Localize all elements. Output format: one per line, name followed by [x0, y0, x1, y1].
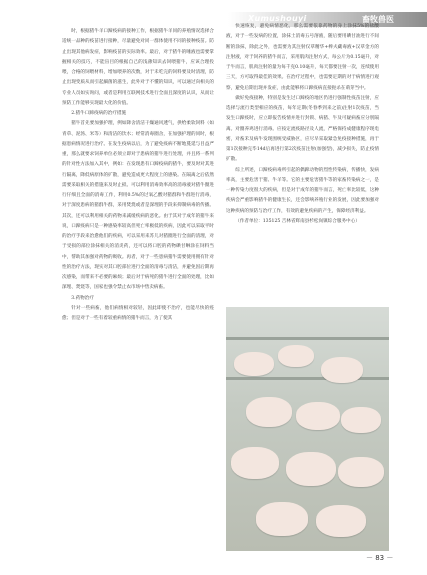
paragraph: 猪牛首先要加强护理，例如降舍清洁干燥通风透气，供给柔软饲料（如青草、泥汤、米等）和清洁的饮水；经常消毒圈舍，在加强护理的同时，根据患病情况进行治疗。在发生疫病以后，为了避免疫病不断地蔓延与目益严重，那么就要求饲养单位必须立即对于患病的猪牛进行处理，并且将一系列的针对性方法加入其中，例如：在发现患有口蹄疫病的猪牛，要及时对其进行隔离，降低病原体的扩散，避免造成更大程度上的感染。在隔离之后依然需要采取相关的措施来及时止损。可以利用消毒效率高的消毒液对猪牛圈进行仔细且全面的消毒工作，利用0.5%的过氧乙酸对猪群和牛群进行消毒，对于深度患病的猪群牛群，采用焚烧或者是深埋的手段来抑制病毒的传播。其次，还可以利用相关的药物来减缓疾病的恶化。由于其对于成年的猪牛来说，口蹄疫病只是一种感染率较高但死亡率极低的疾病，因此可以采取平时的治疗手段来治愈他们的疾病，可以采用来苏儿对猪圈进行全面的清理，对于受损的部位涂抹相关的消炎药，还可以将口腔的药物碘甘啉涂在饲料当中，帮助其加强对药物的吸收。再者，对于一些患病猪牛需要使用拥有针对性的治疗方法，现实对其口腔部位进行全面的清毒与清洁，并避免因后期再次感染，而带来不必要的麻烦；最后对于病死的猪牛进行全面的处理，比如深埋、焚烧等，国家也强令禁止农市场中售卖病畜。 [62, 121, 214, 291]
page-number: － 83 － [366, 554, 394, 562]
author-affiliation: （作者单位：135125 吉林省辉南县杉松岗镇综合服务中心） [235, 218, 360, 224]
paragraph: 综上所述，口蹄疫病毒所引起的偶蹄动物的烈性传染病，传播快，发病率高，主要危害于猪、牛羊等。它的主要危害猪牛等的家畜传染病之一，是一种传染力度很大的疾病，但是对于成年的猪牛而言，死亡率比较低，这种疾病会严重影响猪牛的健康生长，还会影响养殖行业的发展，因此要加强对这种疾病的预防与治疗工作，有效的避免疾病的产生，保障经济利益。 [226, 167, 379, 214]
pig [234, 352, 274, 376]
pen-rail [226, 337, 389, 340]
paragraph: 快速恢复，避免病情恶化，那么需要依靠药物的身上涂抹5%的盐酸液，对于一些发病的位置，涂抹土消毒五号溶液，随后要用碘甘油进行不间断的涂抹，除此之外，也需要为其注射仅草精华+棒夫藏毒液+汉草金方的注射液，对于饲养的猪牛而言，采用肌肉注射方式，每公斤为0.15毫升，对于牛而言，肌肉注射的量为每千克0.10毫升，每天都要注射一次，连续使用三天，方可取得最佳的效果。在治疗过程中，也需要定期的对于病情进行观察，避免后期出现并发症，由此能够将口蹄疫病直接扼杀在萌芽当中。 [226, 24, 379, 91]
pig [296, 402, 340, 430]
pig [341, 407, 381, 433]
paragraph: 时，根据猪牛羊口蹄疫病的接种工作，根据猪牛羊同的养殖情况选择合适统一品种的疫苗进行接种，尽量避免对同一群体使用不同的接种疫苗。防止出现其他病发症，影响疫苗的实际效率。最后，对于猪牛的唾液也需要掌握相关的技巧，不能盲目的根据自己的浅薄知识去饲喂猪牛，应该合理投喂，合格的饲喂材料，增加喂养的次数，对于未吃完的饲料要及时清理，防止出现变质从而引起細菌的滋生，此外对于不懂的知识，可以通过向相关的专业人员如实询问，或者是利用互联网技术进行全面且深度的认识，从而让预防工作能够实现最大化的价值。 [62, 29, 214, 106]
pig [278, 345, 314, 367]
pig [231, 447, 279, 479]
pig [338, 457, 384, 487]
pig [316, 505, 366, 537]
pig [246, 397, 292, 427]
pig [256, 502, 308, 536]
header-title-en: Xumushouyi [248, 14, 307, 23]
pig [321, 357, 363, 383]
paragraph: 做好免疫接种，特别是发生过口蹄疫的地区仍进行强制性疫苗注射，应选择与流行类型相应的疫苗，每年定期(冬春季到来之前)注射1次疫苗，当发生口蹄疫时，应立即报告疫情并进行封锁、病猪、牛及可疑病畜应分别隔离。对圈养鸡进行消毒。应按定流疫路径及人流，严格保持成健康程序现电密，对畜禾及病牛发现围统受威胁区，应尽早采取紧急免疫接种措施，再于第1次接种完毕14d后再进行第2次疫苗注射(加强型)，减少损失，防止疫情扩散。 [226, 95, 379, 163]
section-heading: 2.猪牛口蹄疫病的治疗措施 [71, 111, 127, 116]
pigs-photo [226, 307, 389, 551]
paragraph: 针对一些病畜，他们病情相对较轻，因此即使不治疗，也能尽快的痊愈；但是对于一些有着较重病情的猪牛而言，为了使其 [62, 305, 214, 321]
header-title-cn: 畜牧兽医 [362, 15, 394, 24]
pen-rail [226, 377, 389, 380]
right-column [226, 22, 379, 227]
left-column [62, 27, 214, 324]
section-heading: 3.药物治疗 [71, 295, 94, 301]
pig [286, 452, 336, 486]
